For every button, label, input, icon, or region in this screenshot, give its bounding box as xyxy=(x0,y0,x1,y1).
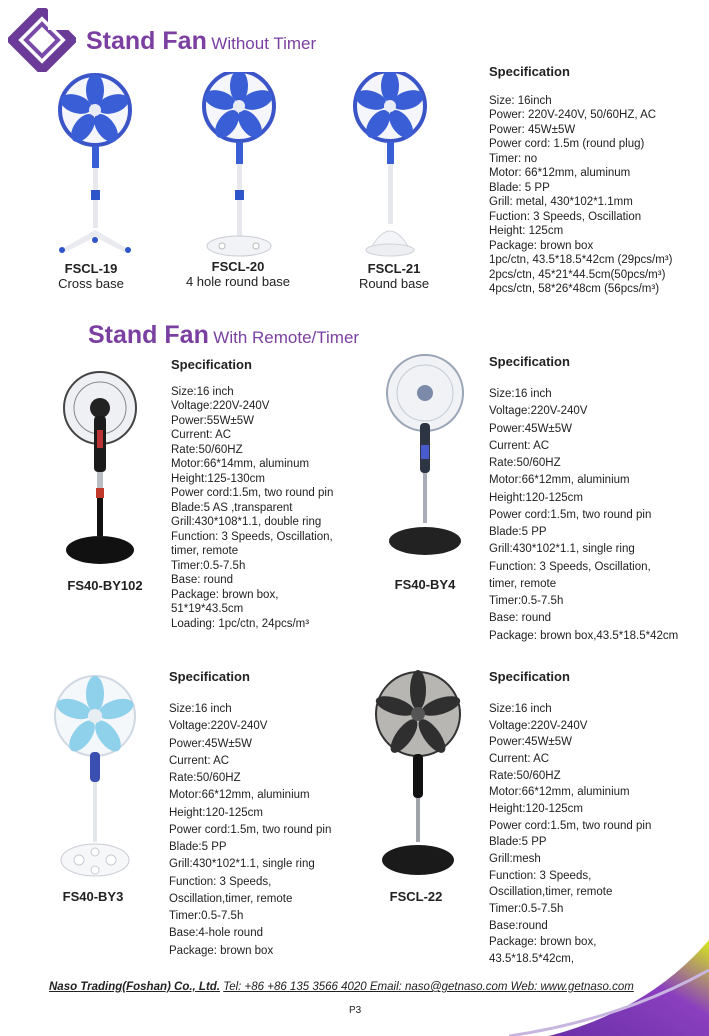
fs40-by102-spec-heading: Specification xyxy=(171,357,252,372)
fan-fscl-22-image xyxy=(373,670,463,885)
fs40-by3-spec-list: Size:16 inch Voltage:220V-240V Power:45W±5W Current: AC Rate:50/60HZ Motor:66*12mm, aluminium Height:120-125cm Power cord:1.5m, two round pin Blade:5 PP Grill:430*102*1.1, single ring Function: 3 Speeds, Oscillation,timer, remote Timer:0.5-7.5h Base:4-hole round Package: brown box xyxy=(169,703,332,957)
fan-fscl-21-image xyxy=(348,72,438,262)
model-fscl-22: FSCL-22 xyxy=(389,889,443,904)
section2-title-main: Stand Fan xyxy=(88,321,209,349)
product-fscl-21 xyxy=(343,261,445,291)
fan-fs40-by102-image xyxy=(60,370,140,570)
product-fscl-20 xyxy=(178,259,298,289)
base-type: 4 hole round base xyxy=(185,274,291,289)
model-fs40-by3: FS40-BY3 xyxy=(62,889,124,904)
fan-fs40-by4-image xyxy=(383,353,467,568)
footer-contact xyxy=(49,981,634,993)
product-fscl-19 xyxy=(40,261,142,291)
model-fs40-by102: FS40-BY102 xyxy=(67,578,143,593)
section1-spec-heading: Specification xyxy=(489,64,570,79)
model-name: FSCL-19 xyxy=(64,261,118,276)
fs40-by4-spec-list: Size:16 inch Voltage:220V-240V Power:45W±5W Current: AC Rate:50/60HZ Motor:66*12mm, aluminium Height:120-125cm Power cord:1.5m, two round pin Blade:5 PP Grill:430*102*1.1, single ring Function: 3 Speeds, Oscillation, timer, remote Timer:0.5-7.5h Base: round Package: brown box,43.5*18.5*42cm xyxy=(489,388,679,642)
section2-title xyxy=(88,321,359,350)
fs40-by3-spec-heading: Specification xyxy=(169,669,250,684)
fan-fscl-20-image xyxy=(192,72,287,262)
diamond-logo-icon xyxy=(8,8,76,72)
fs40-by4-spec-heading: Specification xyxy=(489,354,570,369)
footer-contact-info: Tel: +86 +86 135 3566 4020 Email: naso@getnaso.com Web: www.getnaso.com xyxy=(223,981,634,993)
section1-title xyxy=(86,27,316,56)
fscl-22-spec-heading: Specification xyxy=(489,669,570,684)
section1-title-sub: Without Timer xyxy=(211,34,317,53)
fan-fs40-by3-image xyxy=(53,674,138,884)
section1-spec-list: Size: 16inch Power: 220V-240V, 50/60HZ, AC Power: 45W±5W Power cord: 1.5m (round plug) Timer: no Motor: 66*12mm, aluminum Blade: 5 PP Grill: metal, 430*102*1.1mm Fuction: 3 Speeds, Oscillation Height: 125cm Package: brown box 1pc/ctn, 43.5*18.5*42cm (29pcs/m³) 2pcs/ctn, 45*21*44.5cm(50pcs/m³) 4pcs/ctn, 58*26*48cm (56pcs/m³) xyxy=(489,95,673,296)
fan-fscl-19-image xyxy=(50,72,140,262)
page-number: P3 xyxy=(349,1005,362,1016)
section2-title-sub: With Remote/Timer xyxy=(213,328,360,347)
model-fs40-by4: FS40-BY4 xyxy=(394,577,456,592)
fs40-by102-spec-list: Size:16 inch Voltage:220V-240V Power:55W±5W Current: AC Rate:50/60HZ Motor:66*14mm, aluminum Height:125-130cm Power cord:1.5m, two round pin Blade:5 AS ,transparent Grill:430*108*1.1, double ring Function: 3 Speeds, Oscillation, timer, remote Timer:0.5-7.5h Base: round Package: brown box, 51*19*43.5cm Loading: 1pc/ctn, 24pcs/m³ xyxy=(171,386,334,630)
model-name: FSCL-20 xyxy=(211,259,265,274)
model-name: FSCL-21 xyxy=(367,261,421,276)
fscl-22-spec-list: Size:16 inch Voltage:220V-240V Power:45W±5W Current: AC Rate:50/60HZ Motor:66*12mm, aluminium Height:120-125cm Power cord:1.5m, two round pin Blade:5 PP Grill:mesh Function: 3 Speeds, Oscillation,timer, remote Timer:0.5-7.5h Base:round Package: brown box, 43.5*18.5*42cm, xyxy=(489,703,652,966)
footer-company: Naso Trading(Foshan) Co., Ltd. xyxy=(49,981,221,993)
base-type: Round base xyxy=(358,276,430,291)
section1-title-main: Stand Fan xyxy=(86,27,207,55)
base-type: Cross base xyxy=(58,276,124,291)
